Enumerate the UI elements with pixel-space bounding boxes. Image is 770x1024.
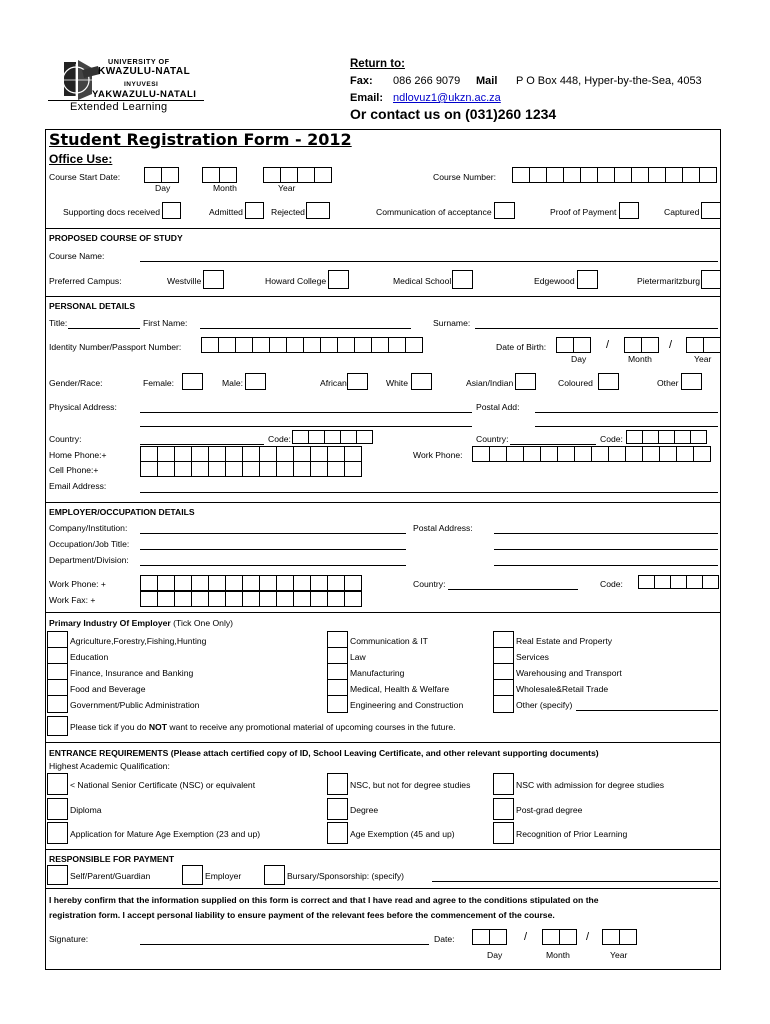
emp-country-field[interactable] [448,589,578,590]
qualification-option: Age Exemption (45 and up) [350,829,455,839]
industry-option[interactable]: Manufacturing [350,668,405,678]
emp-code-label: Code: [600,579,623,589]
other-race-checkbox[interactable] [681,373,702,390]
payment-option: Self/Parent/Guardian [70,871,151,881]
cell-phone-boxes[interactable] [140,461,361,477]
section-divider [45,228,721,229]
industry-heading-note: (Tick One Only) [170,618,234,628]
surname-field[interactable] [475,328,718,329]
admitted-checkbox[interactable] [245,202,264,219]
qualification-option: Post-grad degree [516,805,583,815]
mail-value: P O Box 448, Hyper-by-the-Sea, 4053 [516,75,702,87]
form-title: Student Registration Form - 2012 [49,130,352,149]
payment-employer-checkbox[interactable] [182,865,203,885]
qualification-checkbox[interactable] [47,822,68,844]
section-divider [45,742,721,743]
rejected-checkbox[interactable] [306,202,330,219]
decl-month-boxes[interactable] [542,929,576,945]
qualification-option: Recognition of Prior Learning [516,829,628,839]
campus-medical-checkbox[interactable] [452,270,473,289]
course-heading: PROPOSED COURSE OF STUDY [49,233,183,243]
industry-option[interactable]: Agriculture,Forestry,Fishing,Hunting [70,636,207,646]
other-race-label: Other [657,378,679,388]
company-label: Company/Institution: [49,523,128,533]
industry-option[interactable]: Government/Public Administration [70,700,200,710]
declaration-line-1: I hereby confirm that the information supplied on this form is correct and that I have read and agree to the conditions stipulated on the [49,895,599,905]
section-divider [45,888,721,889]
payment-heading: RESPONSIBLE FOR PAYMENT [49,854,175,864]
dob-month-boxes[interactable] [624,337,658,353]
admitted-label: Admitted [209,207,243,217]
course-name-field[interactable] [140,261,718,262]
fax-label: Fax: [350,75,373,87]
declaration-line-2: registration form. I accept personal liability to ensure payment of the relevant fees before the commencement of the course. [49,910,555,920]
rejected-label: Rejected [271,207,305,217]
dob-day-boxes[interactable] [556,337,590,353]
logo-line-3: INYUVESI [124,81,159,88]
emp-postal-address-line[interactable] [494,549,718,550]
postal-code-boxes[interactable] [626,430,706,444]
dob-year-boxes[interactable] [686,337,720,353]
signature-label: Signature: [49,934,89,944]
industry-option[interactable]: Finance, Insurance and Banking [70,668,194,678]
supporting-docs-label: Supporting docs received [63,207,160,217]
dob-slash: / [606,339,610,351]
return-to-heading: Return to: [350,58,405,70]
white-label: White [386,378,408,388]
industry-option[interactable]: Education [70,652,109,662]
country-label: Country: [49,434,82,444]
start-year-caption: Year [278,183,296,193]
african-label: African [320,378,347,388]
start-month-boxes[interactable] [202,167,236,183]
logo-line-2: KWAZULU-NATAL [98,66,191,77]
industry-checkbox-column-1 [47,631,68,713]
entrance-heading: ENTRANCE REQUIREMENTS (Please attach certified copy of ID, School Leaving Certificate, and other relevant supporting documents) [49,748,599,758]
preferred-campus-label: Preferred Campus: [49,276,122,286]
course-start-date-label: Course Start Date: [49,172,121,182]
decl-day-caption: Day [487,950,503,960]
campus-pmb-label: Pietermaritzburg [637,276,701,286]
supporting-docs-checkbox[interactable] [162,202,181,219]
email-address-field[interactable] [140,492,718,493]
code-boxes[interactable] [292,430,372,444]
qualification-option: < National Senior Certificate (NSC) or equivalent [70,780,256,790]
decl-year-caption: Year [610,950,628,960]
qualification-option: NSC with admission for degree studies [516,780,665,790]
decl-month-caption: Month [546,950,570,960]
cell-phone-label: Cell Phone:+ [49,465,99,475]
industry-checkbox-column-3 [493,631,514,713]
course-number-boxes[interactable] [512,167,716,183]
title-label: Title: [49,318,68,328]
decl-year-boxes[interactable] [602,929,636,945]
email-label: Email: [350,92,384,104]
promo-optout-text: Please tick if you do NOT want to receive any promotional material of upcoming courses in the future. [70,722,456,732]
emp-postal-address-line[interactable] [494,565,718,566]
asian-checkbox[interactable] [515,373,536,390]
proof-payment-checkbox[interactable] [619,202,639,219]
captured-checkbox[interactable] [701,202,721,219]
bursary-specify-field[interactable] [432,881,718,882]
department-field[interactable] [140,565,406,566]
work-fax-label: Work Fax: + [49,595,96,605]
qualification-checkbox[interactable] [327,798,348,820]
postal-address-line[interactable] [535,426,718,427]
communication-label: Communication of acceptance [376,207,492,217]
work-phone-label: Work Phone: [413,450,463,460]
postal-code-label: Code: [600,434,623,444]
home-phone-label: Home Phone:+ [49,450,107,460]
industry-heading: Primary Industry Of Employer [49,618,171,628]
captured-label: Captured [664,207,700,217]
home-phone-boxes[interactable] [140,446,361,462]
campus-westville-checkbox[interactable] [203,270,224,289]
fax-value: 086 266 9079 [393,75,461,87]
asian-label: Asian/Indian [466,378,514,388]
title-field[interactable] [68,328,140,329]
qualification-checkbox[interactable] [327,773,348,795]
physical-address-label: Physical Address: [49,402,117,412]
dob-year-caption: Year [694,354,712,364]
start-year-boxes[interactable] [263,167,331,183]
campus-westville-label: Westville [167,276,202,286]
logo-line-1: UNIVERSITY OF [108,57,170,66]
coloured-label: Coloured [558,378,593,388]
white-checkbox[interactable] [411,373,432,390]
logo-line-4: YAKWAZULU-NATALI [92,89,197,100]
campus-medical-label: Medical School [393,276,452,286]
proof-payment-label: Proof of Payment [550,207,617,217]
qualification-checkbox[interactable] [327,822,348,844]
qualification-checkbox[interactable] [493,773,514,795]
section-divider [45,502,721,503]
payment-self-checkbox[interactable] [47,865,68,885]
occupation-label: Occupation/Job Title: [49,539,130,549]
campus-pmb-checkbox[interactable] [701,270,721,289]
female-label: Female: [143,378,175,388]
id-number-label: Identity Number/Passport Number: [49,342,182,352]
dob-day-caption: Day [571,354,587,364]
declaration-date-label: Date: [434,934,455,944]
industry-option[interactable]: Engineering and Construction [350,700,464,710]
decl-date-slash: / [524,931,528,943]
industry-option[interactable]: Law [350,652,366,662]
emp-work-phone-boxes[interactable] [140,575,361,591]
start-day-boxes[interactable] [144,167,178,183]
dob-label: Date of Birth: [496,342,547,352]
male-checkbox[interactable] [245,373,266,390]
qualification-checkbox[interactable] [47,773,68,795]
start-month-caption: Month [213,183,237,193]
section-divider [45,849,721,850]
campus-howard-label: Howard College [265,276,327,286]
country-field[interactable] [140,444,264,445]
qualification-option: NSC, but not for degree studies [350,780,471,790]
industry-option[interactable]: Warehousing and Transport [516,668,622,678]
signature-field[interactable] [140,944,429,945]
work-phone-boxes[interactable] [472,446,710,462]
work-fax-boxes[interactable] [140,591,361,607]
physical-address-line[interactable] [140,426,472,427]
industry-option[interactable]: Medical, Health & Welfare [350,684,450,694]
logo-line-5: Extended Learning [70,101,168,113]
department-label: Department/Division: [49,555,129,565]
industry-option[interactable]: Other (specify) [516,700,573,710]
id-number-boxes[interactable] [201,337,422,353]
industry-option[interactable]: Food and Beverage [70,684,146,694]
postal-country-label: Country: [476,434,509,444]
coloured-checkbox[interactable] [598,373,619,390]
emp-work-phone-label: Work Phone: + [49,579,106,589]
decl-day-boxes[interactable] [472,929,506,945]
qualification-checkbox[interactable] [47,798,68,820]
section-divider [45,296,721,297]
communication-checkbox[interactable] [494,202,515,219]
course-name-label: Course Name: [49,251,105,261]
african-checkbox[interactable] [347,373,368,390]
campus-edgewood-label: Edgewood [534,276,575,286]
first-name-field[interactable] [200,328,411,329]
start-day-caption: Day [155,183,171,193]
dob-slash: / [669,339,673,351]
payment-option: Employer [205,871,242,881]
qualification-option: Application for Mature Age Exemption (23 and up) [70,829,261,839]
company-field[interactable] [140,533,406,534]
qualification-option: Degree [350,805,379,815]
dob-month-caption: Month [628,354,652,364]
postal-add-label: Postal Add: [476,402,520,412]
emp-postal-address-line[interactable] [494,533,718,534]
qualification-checkbox[interactable] [493,798,514,820]
employer-heading: EMPLOYER/OCCUPATION DETAILS [49,507,195,517]
decl-date-slash: / [586,931,590,943]
email-link[interactable]: ndlovuz1@ukzn.ac.za [393,92,501,104]
industry-option[interactable]: Wholesale&Retail Trade [516,684,609,694]
contact-phone-line: Or contact us on (031)260 1234 [350,106,557,122]
first-name-label: First Name: [143,318,188,328]
occupation-field[interactable] [140,549,406,550]
campus-edgewood-checkbox[interactable] [577,270,598,289]
physical-address-line[interactable] [140,412,472,413]
code-label: Code: [268,434,291,444]
highest-qualification-label: Highest Academic Qualification: [49,761,170,771]
office-use-heading: Office Use: [49,152,113,166]
payment-option: Bursary/Sponsorship: (specify) [287,871,405,881]
industry-checkbox-column-2 [327,631,348,713]
qualification-option: Diploma [70,805,102,815]
postal-country-field[interactable] [510,444,596,445]
female-checkbox[interactable] [182,373,203,390]
qualification-checkbox[interactable] [493,822,514,844]
course-number-label: Course Number: [433,172,497,182]
gender-race-label: Gender/Race: [49,378,103,388]
mail-label: Mail [476,75,498,87]
section-divider [45,612,721,613]
industry-option[interactable]: Real Estate and Property [516,636,613,646]
industry-other-specify-field[interactable] [576,710,718,711]
emp-postal-address-label: Postal Address: [413,523,473,533]
payment-bursary-checkbox[interactable] [264,865,285,885]
male-label: Male: [222,378,244,388]
email-address-label: Email Address: [49,481,107,491]
personal-heading: PERSONAL DETAILS [49,301,136,311]
industry-option[interactable]: Communication & IT [350,636,428,646]
industry-option[interactable]: Services [516,652,549,662]
promo-optout-checkbox[interactable] [47,716,68,736]
surname-label: Surname: [433,318,471,328]
industry-heading-wrap [49,618,233,628]
campus-howard-checkbox[interactable] [328,270,349,289]
postal-address-line[interactable] [535,412,718,413]
emp-code-boxes[interactable] [638,575,718,589]
emp-country-label: Country: [413,579,446,589]
